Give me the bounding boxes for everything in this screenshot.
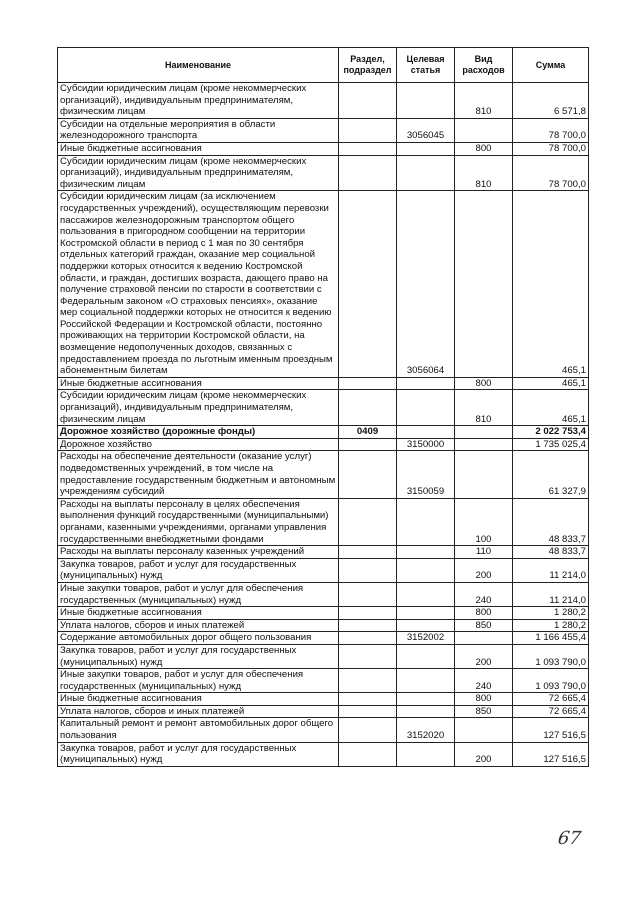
cell-amount: 1 280,2 bbox=[513, 619, 589, 632]
cell-section bbox=[339, 632, 397, 645]
header-name: Наименование bbox=[58, 48, 339, 83]
cell-section bbox=[339, 546, 397, 559]
cell-section bbox=[339, 390, 397, 426]
cell-amount: 1 166 455,4 bbox=[513, 632, 589, 645]
cell-section bbox=[339, 644, 397, 668]
header-expense: Вид расходов bbox=[455, 48, 513, 83]
cell-section bbox=[339, 718, 397, 742]
table-row bbox=[58, 693, 589, 706]
cell-expense: 110 bbox=[455, 546, 513, 559]
cell-expense bbox=[455, 438, 513, 451]
table-row bbox=[58, 669, 589, 693]
table-row bbox=[58, 377, 589, 390]
table-row bbox=[58, 742, 589, 766]
table-row bbox=[58, 83, 589, 119]
cell-amount: 48 833,7 bbox=[513, 498, 589, 545]
cell-section bbox=[339, 142, 397, 155]
cell-name: Расходы на выплаты персоналу казенных учреждений bbox=[58, 546, 339, 559]
cell-expense: 800 bbox=[455, 607, 513, 620]
cell-name: Дорожное хозяйство (дорожные фонды) bbox=[58, 426, 339, 439]
cell-target bbox=[397, 582, 455, 606]
cell-expense: 800 bbox=[455, 693, 513, 706]
cell-name: Иные бюджетные ассигнования bbox=[58, 607, 339, 620]
cell-amount: 78 700,0 bbox=[513, 155, 589, 191]
table-row bbox=[58, 438, 589, 451]
budget-table bbox=[57, 47, 589, 767]
table-row bbox=[58, 390, 589, 426]
cell-section bbox=[339, 118, 397, 142]
cell-amount: 127 516,5 bbox=[513, 718, 589, 742]
cell-name: Иные бюджетные ассигнования bbox=[58, 142, 339, 155]
cell-target bbox=[397, 705, 455, 718]
cell-amount: 72 665,4 bbox=[513, 693, 589, 706]
cell-name: Уплата налогов, сборов и иных платежей bbox=[58, 619, 339, 632]
cell-target: 3152020 bbox=[397, 718, 455, 742]
cell-expense bbox=[455, 451, 513, 498]
cell-amount: 465,1 bbox=[513, 390, 589, 426]
cell-target bbox=[397, 142, 455, 155]
table-row bbox=[58, 498, 589, 545]
cell-section bbox=[339, 498, 397, 545]
cell-section bbox=[339, 155, 397, 191]
cell-expense: 100 bbox=[455, 498, 513, 545]
cell-amount: 127 516,5 bbox=[513, 742, 589, 766]
cell-amount: 1 280,2 bbox=[513, 607, 589, 620]
cell-expense: 800 bbox=[455, 377, 513, 390]
cell-amount: 78 700,0 bbox=[513, 142, 589, 155]
cell-name: Закупка товаров, работ и услуг для государственных (муниципальных) нужд bbox=[58, 644, 339, 668]
cell-name: Уплата налогов, сборов и иных платежей bbox=[58, 705, 339, 718]
table-row bbox=[58, 426, 589, 439]
cell-amount: 61 327,9 bbox=[513, 451, 589, 498]
cell-section bbox=[339, 582, 397, 606]
cell-target bbox=[397, 377, 455, 390]
cell-expense: 850 bbox=[455, 619, 513, 632]
cell-target bbox=[397, 558, 455, 582]
table-row bbox=[58, 142, 589, 155]
cell-section bbox=[339, 693, 397, 706]
cell-target bbox=[397, 498, 455, 545]
cell-section bbox=[339, 191, 397, 378]
cell-target bbox=[397, 390, 455, 426]
cell-expense bbox=[455, 718, 513, 742]
cell-name: Иные бюджетные ассигнования bbox=[58, 377, 339, 390]
cell-expense: 810 bbox=[455, 83, 513, 119]
cell-name: Расходы на обеспечение деятельности (оказание услуг) подведомственных учреждений, в том числе на предоставление государственным бюджетным и автономным учреждениям субсидий bbox=[58, 451, 339, 498]
cell-target bbox=[397, 83, 455, 119]
cell-expense: 200 bbox=[455, 644, 513, 668]
cell-section bbox=[339, 742, 397, 766]
cell-expense: 810 bbox=[455, 390, 513, 426]
cell-expense: 850 bbox=[455, 705, 513, 718]
cell-name: Иные бюджетные ассигнования bbox=[58, 693, 339, 706]
cell-target bbox=[397, 644, 455, 668]
table-header-row bbox=[58, 48, 589, 83]
cell-name: Субсидии на отдельные мероприятия в области железнодорожного транспорта bbox=[58, 118, 339, 142]
cell-section bbox=[339, 619, 397, 632]
cell-expense bbox=[455, 191, 513, 378]
header-target: Целевая статья bbox=[397, 48, 455, 83]
cell-target bbox=[397, 426, 455, 439]
cell-name: Субсидии юридическим лицам (кроме некоммерческих организаций), индивидуальным предпринимателям, физическим лицам bbox=[58, 83, 339, 119]
cell-expense: 200 bbox=[455, 558, 513, 582]
cell-name: Расходы на выплаты персоналу в целях обеспечения выполнения функций государственными (муниципальными) органами, казенными учреждениями, органами управления государственными внебюджетными фондами bbox=[58, 498, 339, 545]
table-row bbox=[58, 546, 589, 559]
table-row bbox=[58, 191, 589, 378]
cell-name: Закупка товаров, работ и услуг для государственных (муниципальных) нужд bbox=[58, 742, 339, 766]
table-row bbox=[58, 607, 589, 620]
cell-name: Дорожное хозяйство bbox=[58, 438, 339, 451]
cell-name: Закупка товаров, работ и услуг для государственных (муниципальных) нужд bbox=[58, 558, 339, 582]
cell-section: 0409 bbox=[339, 426, 397, 439]
cell-expense: 200 bbox=[455, 742, 513, 766]
cell-name: Иные закупки товаров, работ и услуг для обеспечения государственных (муниципальных) нужд bbox=[58, 582, 339, 606]
cell-amount: 465,1 bbox=[513, 191, 589, 378]
cell-expense: 800 bbox=[455, 142, 513, 155]
cell-amount: 11 214,0 bbox=[513, 582, 589, 606]
table-row bbox=[58, 558, 589, 582]
cell-expense: 240 bbox=[455, 582, 513, 606]
table-row bbox=[58, 451, 589, 498]
cell-target: 3152002 bbox=[397, 632, 455, 645]
cell-name: Содержание автомобильных дорог общего пользования bbox=[58, 632, 339, 645]
cell-target bbox=[397, 607, 455, 620]
cell-amount: 6 571,8 bbox=[513, 83, 589, 119]
cell-amount: 11 214,0 bbox=[513, 558, 589, 582]
cell-target bbox=[397, 742, 455, 766]
cell-name: Иные закупки товаров, работ и услуг для обеспечения государственных (муниципальных) нужд bbox=[58, 669, 339, 693]
cell-target bbox=[397, 619, 455, 632]
cell-target: 3056045 bbox=[397, 118, 455, 142]
cell-section bbox=[339, 607, 397, 620]
cell-name: Субсидии юридическим лицам (за исключением государственных учреждений), осуществляющим перевозки пассажиров железнодорожным транспортом общего пользования в пригородном сообщении на территории Костромской области в период с 1 мая по 30 сентября отдельных категорий граждан, оказание мер социальной поддержки которых относится к ведению Костромской области, и граждан, достигших возраста, дающего право на получение страховой пенсии по старости в соответствии с Федеральным законом «О страховых пенсиях», оказание мер социальной поддержки которых не относится к ведению Российской Федерации и Костромской области, постоянно проживающих на территории Костромской области, на возмещение недополученных доходов, связанных с предоставлением проезда по льготным именным проездным абонементным билетам bbox=[58, 191, 339, 378]
cell-target bbox=[397, 546, 455, 559]
cell-amount: 1 093 790,0 bbox=[513, 644, 589, 668]
table-row bbox=[58, 155, 589, 191]
cell-expense bbox=[455, 426, 513, 439]
cell-target: 3056064 bbox=[397, 191, 455, 378]
cell-expense bbox=[455, 632, 513, 645]
table-row bbox=[58, 644, 589, 668]
cell-target bbox=[397, 669, 455, 693]
cell-amount: 72 665,4 bbox=[513, 705, 589, 718]
cell-amount: 465,1 bbox=[513, 377, 589, 390]
table-row bbox=[58, 118, 589, 142]
table-row bbox=[58, 582, 589, 606]
cell-target bbox=[397, 693, 455, 706]
cell-amount: 78 700,0 bbox=[513, 118, 589, 142]
cell-section bbox=[339, 377, 397, 390]
cell-amount: 1 735 025,4 bbox=[513, 438, 589, 451]
cell-amount: 1 093 790,0 bbox=[513, 669, 589, 693]
cell-name: Капитальный ремонт и ремонт автомобильных дорог общего пользования bbox=[58, 718, 339, 742]
cell-target bbox=[397, 155, 455, 191]
page-number: 67 bbox=[556, 828, 583, 849]
cell-expense: 810 bbox=[455, 155, 513, 191]
cell-expense bbox=[455, 118, 513, 142]
header-section: Раздел, подраздел bbox=[339, 48, 397, 83]
table-row bbox=[58, 718, 589, 742]
cell-target: 3150000 bbox=[397, 438, 455, 451]
header-amount: Сумма bbox=[513, 48, 589, 83]
cell-section bbox=[339, 451, 397, 498]
cell-amount: 2 022 753,4 bbox=[513, 426, 589, 439]
cell-expense: 240 bbox=[455, 669, 513, 693]
cell-amount: 48 833,7 bbox=[513, 546, 589, 559]
cell-section bbox=[339, 669, 397, 693]
cell-name: Субсидии юридическим лицам (кроме некоммерческих организаций), индивидуальным предпринимателям, физическим лицам bbox=[58, 390, 339, 426]
cell-section bbox=[339, 83, 397, 119]
table-row bbox=[58, 705, 589, 718]
table-row bbox=[58, 619, 589, 632]
cell-name: Субсидии юридическим лицам (кроме некоммерческих организаций), индивидуальным предпринимателям, физическим лицам bbox=[58, 155, 339, 191]
table-row bbox=[58, 632, 589, 645]
cell-section bbox=[339, 438, 397, 451]
cell-section bbox=[339, 558, 397, 582]
cell-target: 3150059 bbox=[397, 451, 455, 498]
cell-section bbox=[339, 705, 397, 718]
